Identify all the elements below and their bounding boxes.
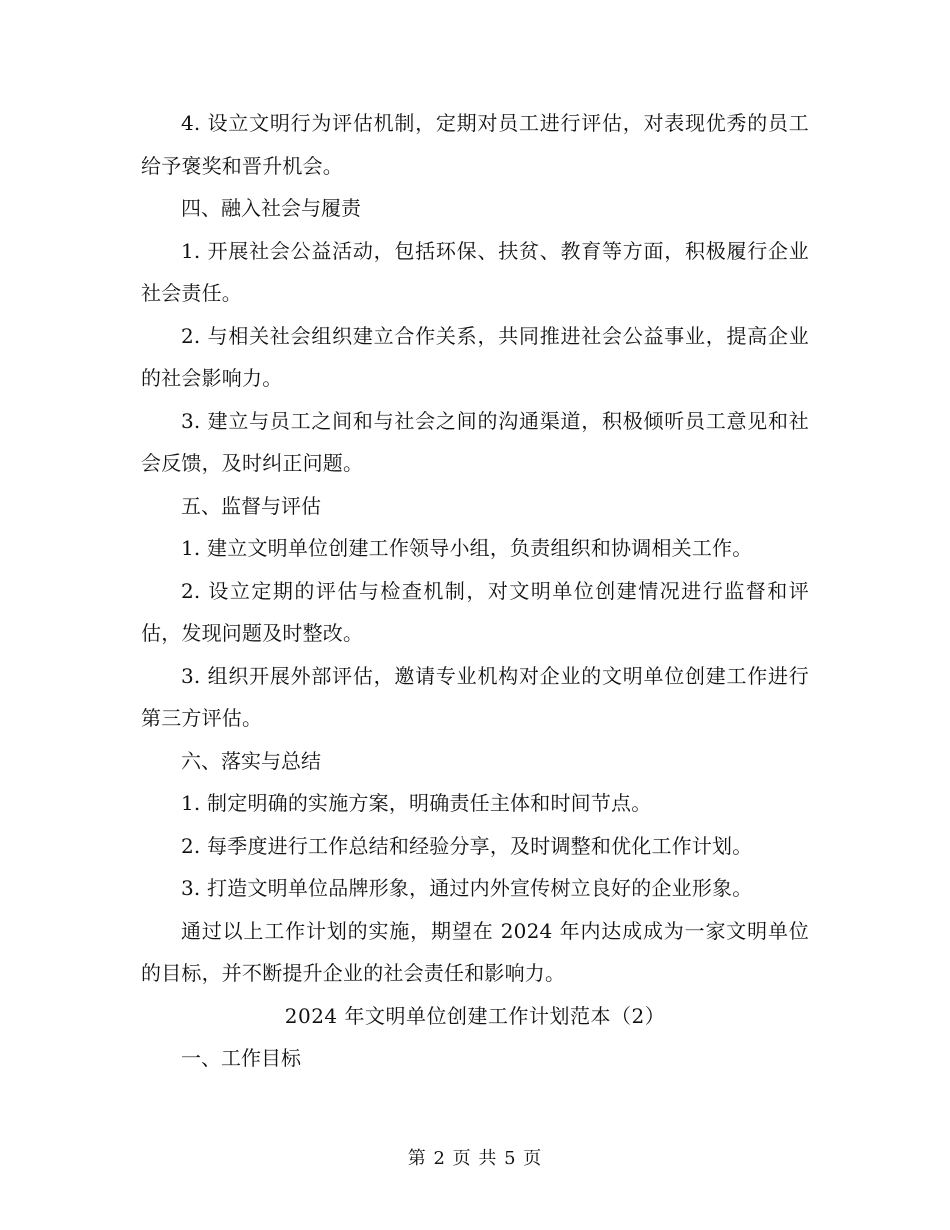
paragraph-public-welfare: 1. 开展社会公益活动，包括环保、扶贫、教育等方面，积极履行企业社会责任。 bbox=[141, 238, 809, 305]
paragraph-conclusion: 通过以上工作计划的实施，期望在 2024 年内达成成为一家文明单位的目标，并不断提升企业的社会责任和影响力。 bbox=[141, 918, 809, 985]
paragraph-brand-image: 3. 打造文明单位品牌形象，通过内外宣传树立良好的企业形象。 bbox=[181, 876, 753, 900]
paragraph-communication: 3. 建立与员工之间和与社会之间的沟通渠道，积极倾听员工意见和社会反馈，及时纠正问题。 bbox=[141, 408, 809, 475]
section-heading-1: 一、工作目标 bbox=[181, 1046, 301, 1070]
document-body bbox=[141, 102, 809, 1080]
paragraph-item-4-evaluation: 4. 设立文明行为评估机制，定期对员工进行评估，对表现优秀的员工给予褒奖和晋升机会。 bbox=[141, 111, 809, 178]
section-heading-4: 四、融入社会与履责 bbox=[181, 196, 361, 220]
section-heading-6: 六、落实与总结 bbox=[181, 748, 321, 773]
paragraph-inspection: 2. 设立定期的评估与检查机制，对文明单位创建情况进行监督和评估，发现问题及时整改。 bbox=[141, 578, 809, 645]
paragraph-external-evaluation: 3. 组织开展外部评估，邀请专业机构对企业的文明单位创建工作进行第三方评估。 bbox=[141, 663, 809, 730]
paragraph-implementation-plan: 1. 制定明确的实施方案，明确责任主体和时间节点。 bbox=[181, 791, 652, 815]
document-title-2: 2024 年文明单位创建工作计划范本（2） bbox=[284, 1003, 666, 1028]
page-number-footer: 第 2 页 共 5 页 bbox=[407, 1148, 543, 1169]
paragraph-quarterly-summary: 2. 每季度进行工作总结和经验分享，及时调整和优化工作计划。 bbox=[181, 833, 753, 858]
section-heading-5: 五、监督与评估 bbox=[181, 493, 321, 518]
paragraph-leading-group: 1. 建立文明单位创建工作领导小组，负责组织和协调相关工作。 bbox=[181, 536, 753, 560]
paragraph-cooperation: 2. 与相关社会组织建立合作关系，共同推进社会公益事业，提高企业的社会影响力。 bbox=[141, 323, 809, 390]
